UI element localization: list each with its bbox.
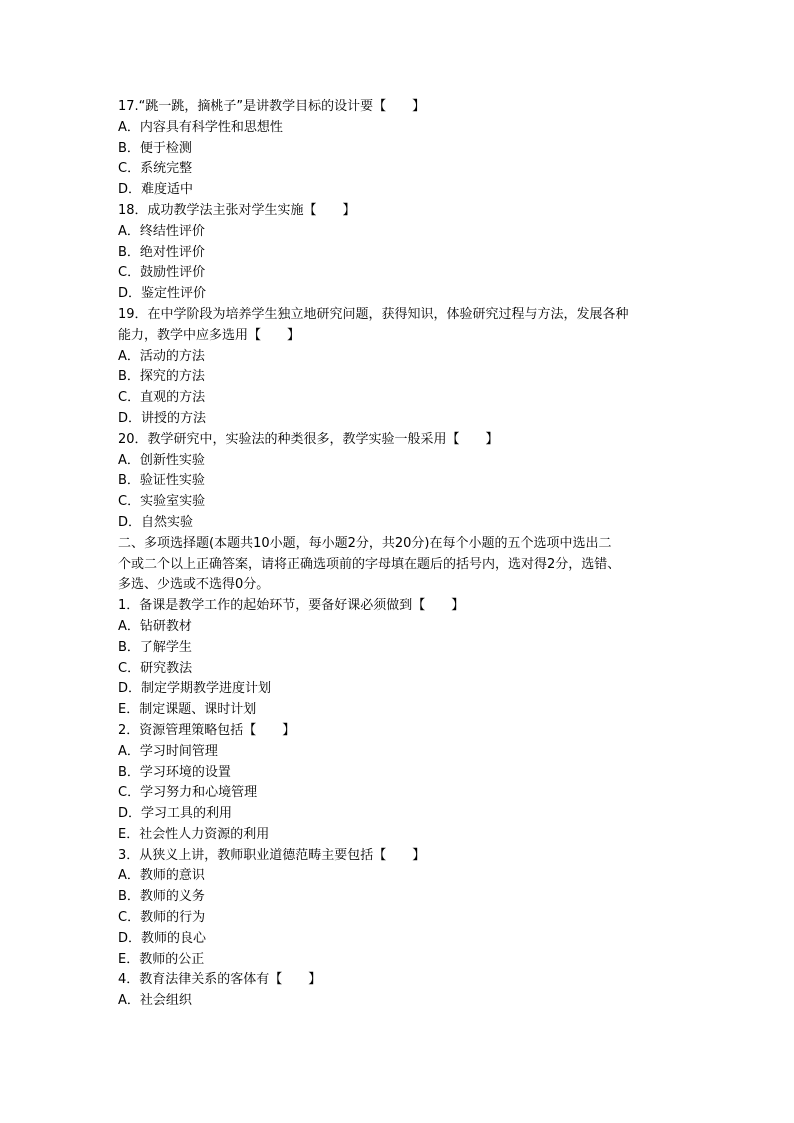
text-line: C．鼓励性评价 (118, 265, 206, 281)
text-line: A．教师的意识 (118, 868, 205, 884)
text-line: C．学习努力和心境管理 (118, 785, 258, 801)
text-line: C．实验室实验 (118, 494, 206, 510)
text-line: 3．从狭义上讲，教师职业道德范畴主要包括【 】 (118, 847, 426, 863)
text-line: 1．备课是教学工作的起始环节，要备好课必须做到【 】 (118, 598, 465, 614)
text-line: E．教师的公正 (118, 951, 205, 967)
text-line: B．学习环境的设置 (118, 764, 231, 780)
text-line: D．难度适中 (118, 182, 194, 198)
text-line: A．活动的方法 (118, 348, 205, 364)
text-line: 4．教育法律关系的客体有【 】 (118, 972, 322, 988)
text-line: 20．教学研究中，实验法的种类很多，教学实验一般采用【 】 (118, 431, 499, 447)
text-line: C．系统完整 (118, 161, 193, 177)
text-line: C．教师的行为 (118, 910, 206, 926)
text-line: 个或二个以上正确答案，请将正确选项前的字母填在题后的括号内，选对得2分，选错、 (118, 556, 621, 572)
text-line: E．社会性人力资源的利用 (118, 826, 270, 842)
text-line: 2．资源管理策略包括【 】 (118, 722, 296, 738)
document-page (118, 97, 678, 1012)
text-line: 17.“跳一跳，摘桃子”是讲教学目标的设计要【 】 (118, 99, 426, 114)
text-line: B．教师的义务 (118, 889, 205, 905)
text-line: D．制定学期教学进度计划 (118, 681, 272, 697)
text-line: D．自然实验 (118, 514, 194, 530)
text-line: E．制定课题、课时计划 (118, 702, 257, 718)
text-line: A．创新性实验 (118, 452, 205, 468)
text-line: 二、多项选择题(本题共10小题，每小题2分，共20分)在每个小题的五个选项中选出二 (118, 535, 612, 551)
text-line: 19．在中学阶段为培养学生独立地研究问题，获得知识，体验研究过程与方法，发展各种 (118, 306, 629, 322)
text-line: B．了解学生 (118, 639, 192, 655)
text-line: D．讲授的方法 (118, 410, 207, 426)
text-line: B．验证性实验 (118, 473, 205, 489)
text-line: B．绝对性评价 (118, 244, 205, 260)
text-line: B．便于检测 (118, 140, 192, 156)
text-line: C．研究教法 (118, 660, 193, 676)
text-line: 能力，教学中应多选用【 】 (118, 327, 301, 343)
text-line: A．钻研教材 (118, 618, 192, 634)
text-line: A．内容具有科学性和思想性 (118, 119, 283, 135)
text-line: A．社会组织 (118, 993, 192, 1009)
text-line: B．探究的方法 (118, 369, 205, 385)
text-line: A．终结性评价 (118, 223, 205, 239)
text-line: D．鉴定性评价 (118, 286, 207, 302)
text-line: A．学习时间管理 (118, 743, 218, 759)
text-line: D．学习工具的利用 (118, 806, 233, 822)
text-line: C．直观的方法 (118, 390, 206, 406)
text-line: 18．成功教学法主张对学生实施【 】 (118, 202, 356, 218)
text-line: 多选、少选或不选得0分。 (118, 577, 270, 593)
text-line: D．教师的良心 (118, 930, 207, 946)
